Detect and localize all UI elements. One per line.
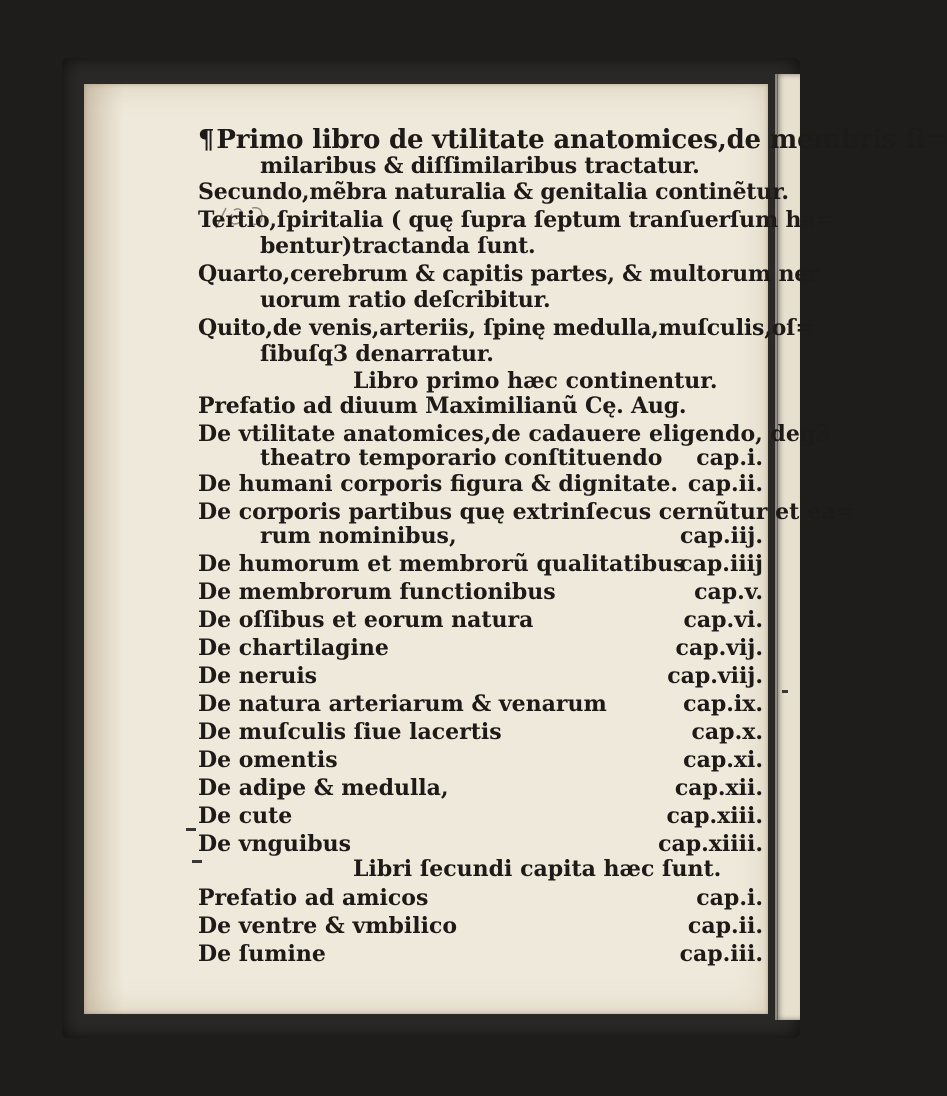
toc-entry [198, 470, 763, 498]
toc-entry-cap: cap.iiij [679, 551, 763, 577]
toc-entry-name: Prefatio ad amicos [198, 885, 429, 911]
toc-entry-name: De membrorum functionibus [198, 579, 556, 605]
toc-entry-cap: cap.iii. [679, 941, 763, 967]
toc-entry [198, 578, 763, 606]
toc-entry-cap: cap.ii. [687, 913, 763, 939]
margin-mark [192, 860, 202, 863]
toc-entry-cap: cap.xi. [683, 747, 763, 773]
toc-entry-name: theatro temporario conſtituendo [260, 445, 663, 471]
toc-entry [198, 830, 763, 858]
intro-line: bentur)tractanda ſunt. [260, 233, 536, 259]
toc-entry-cap: cap.i. [696, 445, 763, 471]
intro-line: Quarto,cerebrum & capitis partes, & multorum ner [198, 261, 820, 287]
toc-entry-cap: cap.vi. [683, 607, 763, 633]
toc-entry-cap: cap.x. [691, 719, 763, 745]
toc-entry [198, 550, 763, 578]
intro-line: uorum ratio deſcribitur. [260, 287, 551, 313]
intro-line: Tertio,ſpiritalia ( quę ſupra ſeptum tranſuerſum ha= [198, 207, 834, 233]
toc-entry [198, 912, 763, 940]
toc-entry [198, 606, 763, 634]
toc-entry-cap: cap.ii. [687, 471, 763, 497]
margin-mark [186, 828, 196, 831]
toc-entry [198, 690, 763, 718]
toc-entry-cap: cap.xiiii. [658, 831, 763, 857]
toc-entry-name: De humorum et membrorũ qualitatibus [198, 551, 686, 577]
toc-entry-cap: cap.i. [696, 885, 763, 911]
toc-entry-name: De muſculis ſiue lacertis [198, 719, 502, 745]
intro-line [198, 125, 947, 155]
toc-entry [198, 662, 763, 690]
toc-entry-name: De cute [198, 803, 293, 829]
toc-entry-cap: cap.v. [694, 579, 763, 605]
toc-entry-name: De omentis [198, 747, 338, 773]
toc-entry [198, 884, 763, 912]
toc-entry-name: rum nominibus, [260, 523, 457, 549]
toc-entry-cap: cap.ix. [683, 691, 763, 717]
toc-entry-name: De natura arteriarum & venarum [198, 691, 607, 717]
toc-entry [198, 802, 763, 830]
toc-entry-cap: cap.xiii. [666, 803, 763, 829]
toc-entry [198, 634, 763, 662]
pilcrow-icon: ¶ [198, 125, 215, 155]
intro-text: Primo libro de vtilitate anatomices,de membris ſi= [216, 125, 947, 155]
intro-line: ſibuſq3 denarratur. [260, 341, 494, 367]
toc-entry-name: De vtilitate anatomices,de cadauere eligendo, deq3 [198, 421, 831, 447]
toc-entry-name: De humani corporis figura & dignitate. [198, 471, 679, 497]
margin-mark [782, 690, 788, 693]
toc-entry [198, 522, 763, 550]
toc-entry-name: De adipe & medulla, [198, 775, 449, 801]
toc-entry [198, 940, 763, 968]
toc-entry-cap: cap.vij. [675, 635, 763, 661]
toc-entry-name: De corporis partibus quę extrinſecus cernũtur et ea= [198, 499, 854, 525]
prefatio-line: Prefatio ad diuum Maximilianũ Cę. Aug. [198, 393, 687, 419]
toc-entry-name: De neruis [198, 663, 318, 689]
toc-entry-name: De ventre & vmbilico [198, 913, 458, 939]
intro-line: Quito,de venis,arteriis, ſpinę medulla,muſculis,oſ= [198, 315, 814, 341]
book2-heading: Libri ſecundi capita hæc ſunt. [353, 856, 722, 882]
toc-entry-name: De vnguibus [198, 831, 352, 857]
toc-entry-name: De chartilagine [198, 635, 389, 661]
toc-entry-cap: cap.viij. [667, 663, 763, 689]
toc-entry [198, 444, 763, 472]
intro-line: milaribus & diſſimilaribus tractatur. [260, 153, 700, 179]
toc-entry [198, 718, 763, 746]
book1-heading: Libro primo hæc continentur. [353, 368, 718, 394]
toc-entry [198, 774, 763, 802]
toc-entry-name: De ſumine [198, 941, 326, 967]
intro-line: Secundo,mẽbra naturalia & genitalia continẽtur. [198, 179, 789, 205]
toc-entry [198, 746, 763, 774]
toc-entry-name: De oſſibus et eorum natura [198, 607, 534, 633]
toc-entry-cap: cap.xii. [674, 775, 763, 801]
toc-entry-cap: cap.iij. [679, 523, 763, 549]
